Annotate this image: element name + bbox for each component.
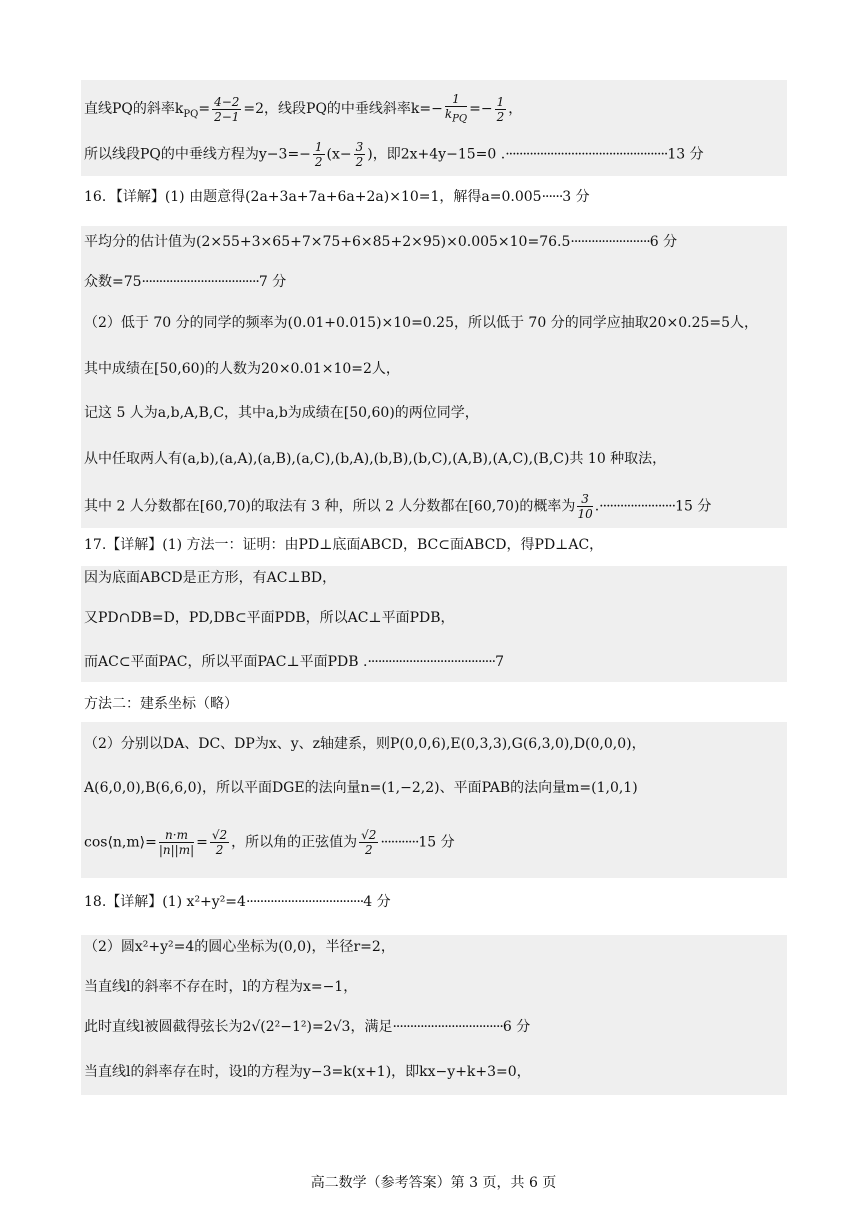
- line-q16-part2: （2）低于 70 分的同学的频率为(0.01+0.015)×10=0.25，所以低于 70 分的同学应抽取20×0.25=5人，: [84, 315, 759, 331]
- line-q17-conclusion: 而AC⊂平面PAC，所以平面PAC⊥平面PDB .·····································7: [84, 654, 505, 670]
- line-q16-pairs: 从中任取两人有(a,b),(a,A),(a,B),(a,C),(b,A),(b,B),(b,C),(A,B),(A,C),(B,C)共 10 种取法，: [84, 451, 667, 467]
- line-perp-bisector: 所以线段PQ的中垂线方程为y−3=− $\frac{1}{2}$ (x− $\frac{3}{2}$ )，即2x+4y−15=0 .···············································13 分: [84, 140, 704, 169]
- line-q16-mode: 众数=75··································7 分: [84, 274, 287, 290]
- line-slope-pq: 直线PQ的斜率$k_{PQ}=$ $\frac{4-2}{2-1}$ =2，线段PQ的中垂线斜率k=− 1 $k_{PQ}$ =− $\frac{1}{2}$ ，: [84, 92, 523, 125]
- line-q16-part1: 16．【详解】(1) 由题意得(2a+3a+7a+6a+2a)×10=1，解得a=0.005······3 分: [84, 189, 590, 205]
- line-q17-cos: cos⟨n,m⟩= $\frac{n\cdot m}{|n||m|}$ = $\frac{√2}{2}$ ，所以角的正弦值为 $\frac{√2}{2}$ ···········15 分: [84, 828, 455, 857]
- line-q18-part1: 18.【详解】(1) x²+y²=4··································4 分: [84, 894, 391, 910]
- line-q17-intersect: 又PD∩DB=D，PD,DB⊂平面PDB，所以AC⊥平面PDB，: [84, 610, 455, 626]
- line-q18-vertical: 当直线l的斜率不存在时，l的方程为x=−1，: [84, 979, 358, 995]
- line-q16-probability: 其中 2 人分数都在[60,70)的取法有 3 种，所以 2 人分数都在[60,70)的概率为 $\frac{3}{10}$ .······················15 分: [84, 492, 712, 521]
- line-q17-part1: 17.【详解】(1) 方法一：证明：由PD⊥底面ABCD，BC⊂面ABCD，得PD⊥AC，: [84, 537, 604, 553]
- line-q17-square: 因为底面ABCD是正方形，有AC⊥BD，: [84, 570, 337, 586]
- line-q18-chord: 此时直线l被圆截得弦长为2√(2²−1²)=2√3，满足································6 分: [84, 1019, 531, 1035]
- line-q17-coords: （2）分别以DA、DC、DP为x、y、z轴建系，则P(0,0,6),E(0,3,3),G(6,3,0),D(0,0,0)，: [84, 736, 646, 752]
- page-footer: 高二数学（参考答案）第 3 页，共 6 页: [310, 1175, 557, 1191]
- line-q18-part2: （2）圆x²+y²=4的圆心坐标为(0,0)，半径r=2，: [84, 939, 395, 955]
- line-q17-normals: A(6,0,0),B(6,6,0)，所以平面DGE的法向量n=(1,−2,2)、平面PAB的法向量m=(1,0,1): [84, 780, 638, 796]
- line-q17-method2: 方法二：建系坐标（略）: [84, 696, 238, 712]
- line-q16-label: 记这 5 人为a,b,A,B,C，其中a,b为成绩在[50,60)的两位同学，: [84, 405, 479, 421]
- line-q16-mean: 平均分的估计值为(2×55+3×65+7×75+6×85+2×95)×0.005×10=76.5·······················6 分: [84, 234, 678, 250]
- line-q18-slope-exists: 当直线l的斜率存在时，设l的方程为y−3=k(x+1)，即kx−y+k+3=0，: [84, 1064, 531, 1080]
- line-q16-count: 其中成绩在[50,60)的人数为20×0.01×10=2人，: [84, 361, 400, 377]
